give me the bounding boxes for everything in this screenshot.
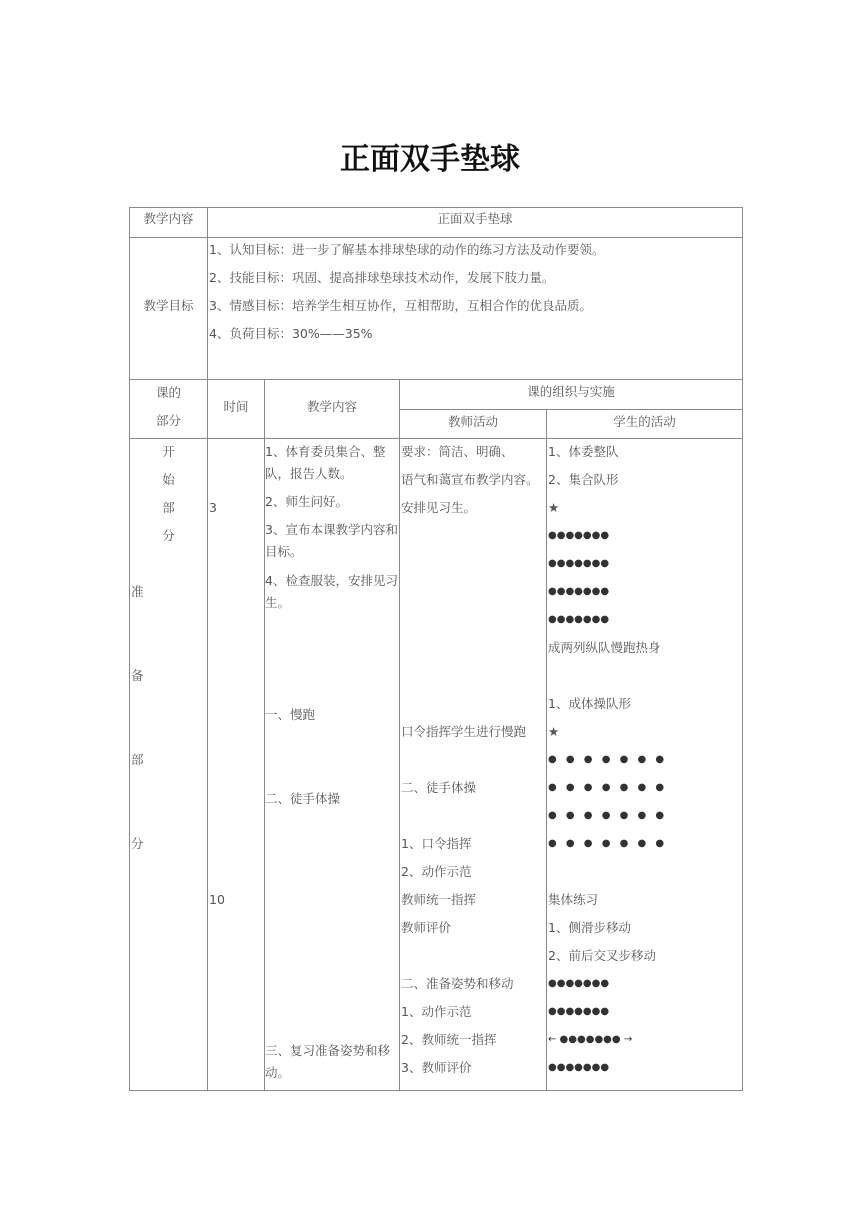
time-prep: 10 [209, 892, 225, 907]
goal-load: 4、负荷目标：30%——35% [209, 326, 373, 341]
star-icon: ★ [548, 500, 560, 515]
teacher-observers: 安排见习生。 [401, 500, 477, 515]
table-rule [546, 409, 547, 1091]
teacher-announce: 语气和蔼宣布教学内容。 [401, 472, 539, 487]
student-formation: 2、集合队形 [548, 472, 619, 487]
part-char: 部 [162, 500, 175, 515]
content-item-2: 2、师生问好。 [265, 494, 348, 509]
prep-char: 分 [131, 836, 144, 851]
header-content: 教学内容 [306, 399, 357, 414]
header-organization: 课的组织与实施 [527, 384, 615, 399]
time-start: 3 [209, 500, 217, 515]
formation-row: ●●●●●●● [548, 1006, 610, 1017]
formation-row: ●●●●●●● [548, 530, 610, 541]
teacher-lead: 教师统一指挥 [401, 892, 477, 907]
header-teacher: 教师活动 [447, 414, 498, 429]
table-rule [399, 379, 400, 1091]
formation-row-arrows: ← ●●●●●●● → [548, 1034, 633, 1045]
teacher-evaluate: 教师评价 [401, 920, 452, 935]
student-group-practice: 集体练习 [548, 892, 599, 907]
table-rule [129, 207, 130, 1091]
teacher-calisthenics: 二、徒手体操 [401, 780, 477, 795]
row-label-goals: 教学目标 [143, 298, 194, 313]
prep-char: 部 [131, 752, 144, 767]
formation-row: ●●●●●●● [548, 586, 610, 597]
teacher-jog: 口令指挥学生进行慢跑 [401, 724, 527, 739]
prep-char: 备 [131, 668, 144, 683]
header-part-line1: 课的 [155, 385, 181, 400]
goal-affective: 3、情感目标：培养学生相互协作，互相帮助，互相合作的优良品质。 [209, 298, 592, 313]
teacher-stance-demo: 1、动作示范 [401, 1004, 472, 1019]
row-value-content: 正面双手垫球 [437, 211, 513, 226]
table-rule [207, 207, 208, 1091]
formation-row: ●●●●●●● [548, 1062, 610, 1073]
table-rule [742, 207, 743, 1091]
content-item-4: 4、检查服装，安排见习 [265, 573, 398, 588]
content-jog: 一、慢跑 [265, 707, 316, 722]
teacher-requirement: 要求：简洁、明确、 [401, 444, 514, 459]
formation-row: ● ● ● ● ● ● ● [548, 838, 665, 849]
part-char: 开 [162, 444, 175, 459]
content-review: 三、复习准备姿势和移 [265, 1043, 391, 1058]
teacher-stance-evaluate: 3、教师评价 [401, 1060, 472, 1075]
formation-row: ● ● ● ● ● ● ● [548, 754, 665, 765]
content-item-3b: 目标。 [265, 544, 303, 559]
student-cross-step: 2、前后交叉步移动 [548, 948, 656, 963]
formation-row: ● ● ● ● ● ● ● [548, 782, 665, 793]
teacher-demo: 2、动作示范 [401, 864, 472, 879]
formation-row: ●●●●●●● [548, 614, 610, 625]
header-time: 时间 [223, 399, 249, 414]
page-title: 正面双手垫球 [340, 142, 520, 177]
row-label-content: 教学内容 [143, 211, 194, 226]
formation-row: ● ● ● ● ● ● ● [548, 810, 665, 821]
content-item-1b: 队，报告人数。 [265, 466, 353, 481]
student-calisthenics-formation: 1、成体操队形 [548, 696, 631, 711]
formation-row: ●●●●●●● [548, 978, 610, 989]
header-student: 学生的活动 [613, 414, 676, 429]
content-review-b: 动。 [265, 1065, 291, 1080]
part-char: 始 [162, 472, 175, 487]
content-item-4b: 生。 [265, 595, 291, 610]
header-part-line2: 部分 [155, 413, 181, 428]
goal-cognitive: 1、认知目标：进一步了解基本排球垫球的动作的练习方法及动作要领。 [209, 242, 605, 257]
student-jog: 成两列纵队慢跑热身 [548, 640, 661, 655]
formation-row: ●●●●●●● [548, 558, 610, 569]
student-side-step: 1、侧滑步移动 [548, 920, 631, 935]
content-item-3: 3、宣布本课教学内容和 [265, 522, 398, 537]
table-rule [129, 1090, 743, 1091]
prep-char: 准 [131, 584, 144, 599]
goal-skill: 2、技能目标：巩固、提高排球垫球技术动作，发展下肢力量。 [209, 270, 555, 285]
star-icon: ★ [548, 724, 560, 739]
part-char: 分 [162, 528, 175, 543]
teacher-stance-lead: 2、教师统一指挥 [401, 1032, 497, 1047]
content-item-1: 1、体育委员集合、整 [265, 444, 386, 459]
content-calisthenics: 二、徒手体操 [265, 791, 341, 806]
teacher-command: 1、口令指挥 [401, 836, 472, 851]
teacher-stance: 二、准备姿势和移动 [401, 976, 514, 991]
student-line-up: 1、体委整队 [548, 444, 619, 459]
